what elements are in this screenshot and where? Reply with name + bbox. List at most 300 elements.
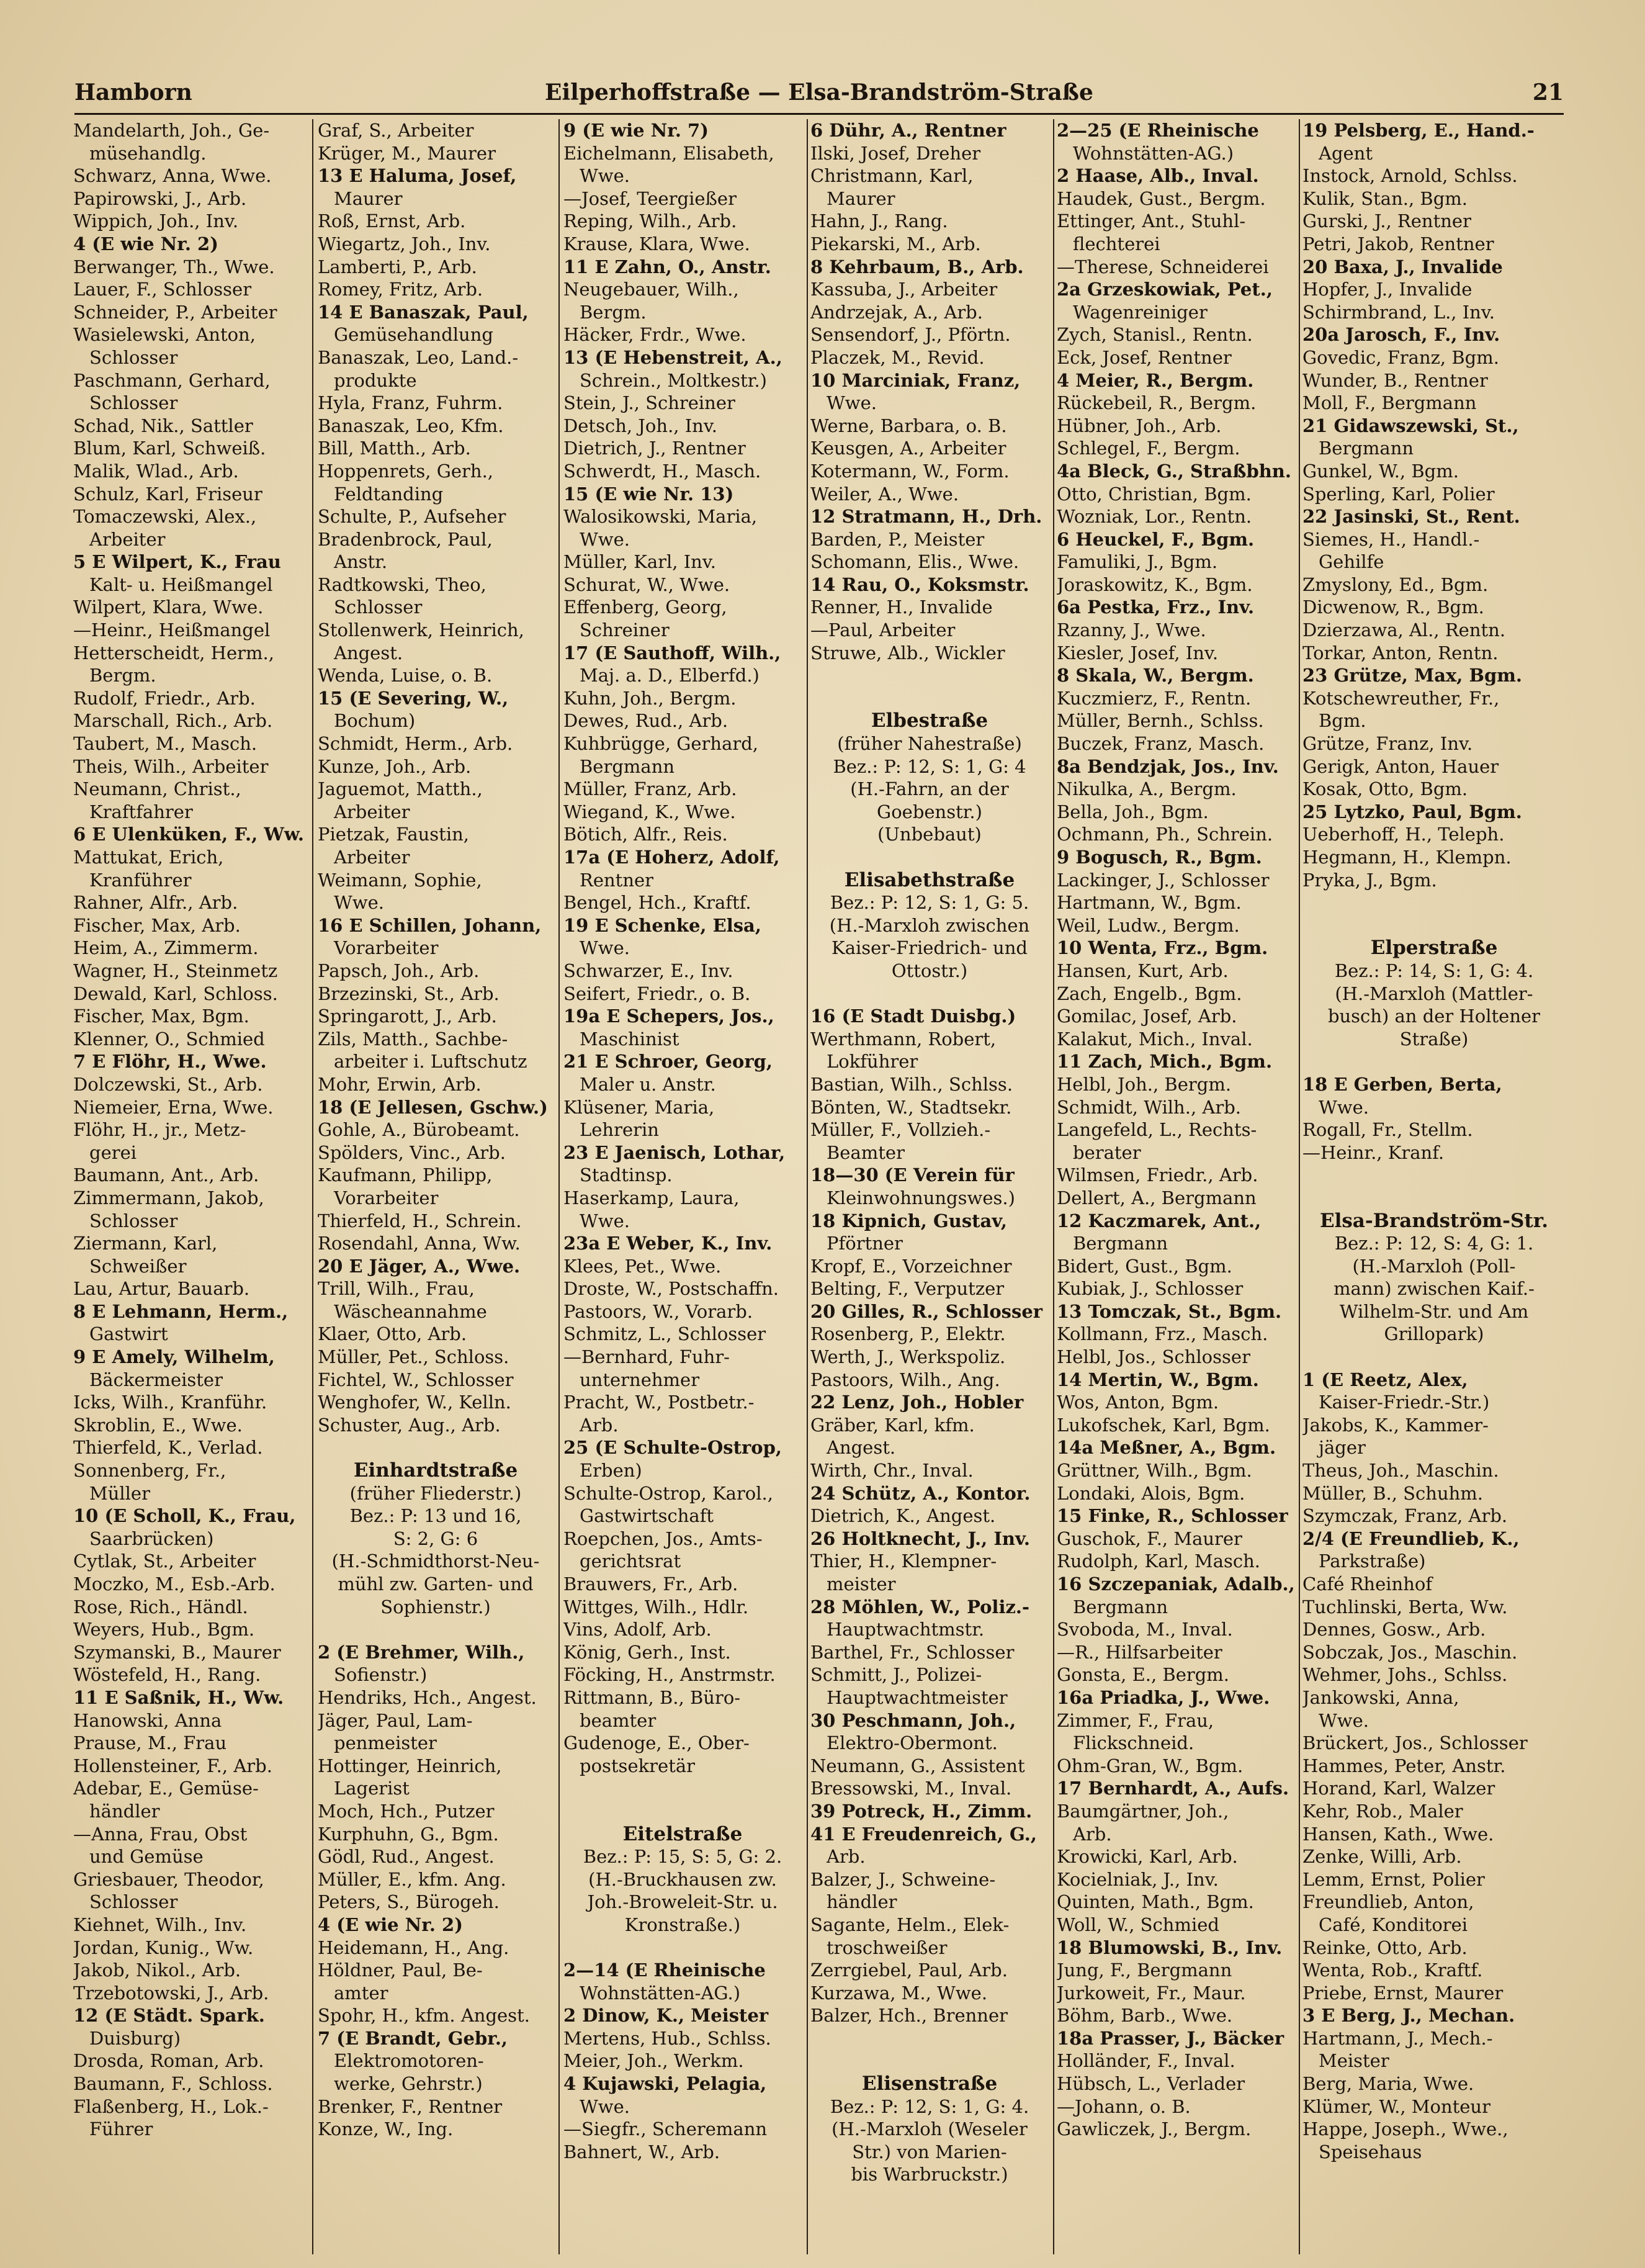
spacer xyxy=(563,1777,802,1800)
entry-line: Banaszak, Leo, Land.- xyxy=(318,346,519,368)
entry-line: Müller, Karl, Inv. xyxy=(563,551,717,573)
entry-line: Kalakut, Mich., Inval. xyxy=(1057,1028,1253,1050)
entry-line: Jäger, Paul, Lam- xyxy=(318,1709,473,1731)
entry-continuation: Wwe. xyxy=(580,2095,630,2117)
entry-line: Kehr, Rob., Maler xyxy=(1302,1800,1463,1822)
street-note: Straße) xyxy=(1399,1028,1469,1050)
house-number-line: 3 E Berg, J., Mechan. xyxy=(1302,2005,1515,2027)
entry-line: Wilmsen, Friedr., Arb. xyxy=(1057,1164,1258,1186)
entry-line: Gerigk, Anton, Hauer xyxy=(1302,755,1499,777)
entry-line: Tuchlinski, Berta, Ww. xyxy=(1302,1596,1508,1618)
entry-line: Mertens, Hub., Schlss. xyxy=(563,2027,771,2049)
entry-line: Wos, Anton, Bgm. xyxy=(1057,1392,1219,1413)
entry-line: Petri, Jakob, Rentner xyxy=(1302,233,1494,254)
entry-line: Schwarzer, E., Inv. xyxy=(563,960,733,981)
entry-continuation: Bergm. xyxy=(89,665,156,686)
entry-line: Mohr, Erwin, Arb. xyxy=(318,1073,482,1095)
entry-line: Roepchen, Jos., Amts- xyxy=(563,1528,763,1549)
house-number-line: 19 E Schenke, Elsa, xyxy=(563,914,761,936)
entry-continuation: Maurer xyxy=(334,187,403,209)
entry-continuation: Arbeiter xyxy=(334,801,410,822)
entry-continuation: Gastwirt xyxy=(89,1323,168,1345)
entry-line: Nikulka, A., Bergm. xyxy=(1057,778,1237,800)
house-number-line: 17a (E Hoherz, Adolf, xyxy=(563,847,780,868)
entry-line: Schmidt, Wilh., Arb. xyxy=(1057,1096,1241,1118)
entry-line: Schad, Nik., Sattler xyxy=(73,415,253,436)
header-streets: Eilperhoffstraße — Elsa-Brandström-Straße xyxy=(545,79,1093,106)
street-note: Grillopark) xyxy=(1384,1323,1484,1345)
house-number-line: 6 Dühr, A., Rentner xyxy=(810,120,1006,141)
entry-line: Haudek, Gust., Bergm. xyxy=(1057,187,1266,209)
entry-line: Spohr, H., kfm. Angest. xyxy=(318,2005,530,2027)
street-note: (Unbebaut) xyxy=(877,824,982,845)
entry-line: —Anna, Frau, Obst xyxy=(73,1823,248,1845)
entry-continuation: Arbeiter xyxy=(334,847,410,868)
entry-line: Schmidt, Herm., Arb. xyxy=(318,733,513,755)
entry-line: Ettinger, Ant., Stuhl- xyxy=(1057,210,1246,232)
entry-line: Zerrgiebel, Paul, Arb. xyxy=(810,1960,1008,1981)
entry-line: Müller, F., Vollzieh.- xyxy=(810,1119,991,1141)
house-number-line: 13 E Haluma, Josef, xyxy=(318,165,517,187)
house-number-line: 2 Dinow, K., Meister xyxy=(563,2005,769,2027)
house-number-line: 13 Tomczak, St., Bgm. xyxy=(1057,1300,1282,1322)
house-number-line: 17 Bernhardt, A., Aufs. xyxy=(1057,1778,1289,1799)
entry-line: Hübner, Joh., Arb. xyxy=(1057,415,1222,436)
street-note: Sophienstr.) xyxy=(380,1596,491,1618)
entry-line: Theis, Wilh., Arbeiter xyxy=(73,755,269,777)
street-note: busch) an der Holtener xyxy=(1327,1006,1541,1027)
entry-line: Jakob, Nikol., Arb. xyxy=(73,1960,241,1981)
entry-line: —Bernhard, Fuhr- xyxy=(563,1346,730,1368)
entry-continuation: Beamter xyxy=(827,1141,905,1163)
entry-line: Detsch, Joh., Inv. xyxy=(563,415,718,436)
entry-line: Hartmann, W., Bgm. xyxy=(1057,892,1242,914)
entry-continuation: Bgm. xyxy=(1319,710,1366,732)
entry-continuation: amter xyxy=(334,1982,388,2004)
entry-continuation: Schlosser xyxy=(89,392,178,414)
entry-continuation: Bergmann xyxy=(1073,1596,1168,1618)
entry-continuation: Arb. xyxy=(1073,1823,1112,1845)
entry-line: Papsch, Joh., Arb. xyxy=(318,960,480,981)
street-note: Kaiser-Friedrich- und xyxy=(831,937,1028,959)
entry-line: Zils, Matth., Sachbe- xyxy=(318,1028,508,1050)
entry-line: Föcking, H., Anstrmstr. xyxy=(563,1664,776,1686)
entry-line: Gomilac, Josef, Arb. xyxy=(1057,1006,1237,1027)
entry-continuation: müsehandlg. xyxy=(89,142,207,164)
entry-continuation: Maj. a. D., Elberfd.) xyxy=(580,665,760,686)
entry-line: Schlegel, F., Bergm. xyxy=(1057,438,1240,459)
entry-continuation: Erben) xyxy=(580,1460,642,1482)
entry-line: Wenda, Luise, o. B. xyxy=(318,665,493,686)
entry-continuation: Wwe. xyxy=(580,937,630,959)
entry-line: —Heinr., Heißmangel xyxy=(73,619,271,641)
house-number-line: 6 Heuckel, F., Bgm. xyxy=(1057,528,1255,550)
entry-line: Belting, F., Verputzer xyxy=(810,1278,1005,1300)
entry-line: Brauwers, Fr., Arb. xyxy=(563,1573,738,1595)
entry-line: Mattukat, Erich, xyxy=(73,847,224,868)
entry-continuation: Schlosser xyxy=(334,596,423,618)
entry-line: Ueberhoff, H., Teleph. xyxy=(1302,824,1505,845)
entry-line: Moll, F., Bergmann xyxy=(1302,392,1477,414)
entry-line: Otto, Christian, Bgm. xyxy=(1057,483,1252,505)
house-number-line: 14 E Banaszak, Paul, xyxy=(318,301,529,323)
house-number-line: 18a Prasser, J., Bäcker xyxy=(1057,2027,1284,2049)
entry-line: Rudolf, Friedr., Arb. xyxy=(73,687,256,709)
entry-line: Kassuba, J., Arbeiter xyxy=(810,279,998,300)
house-number-line: 28 Möhlen, W., Poliz.- xyxy=(810,1596,1030,1618)
entry-continuation: produkte xyxy=(334,369,417,391)
entry-line: Schmitt, J., Polizei- xyxy=(810,1664,982,1686)
entry-continuation: Kranführer xyxy=(89,869,192,891)
column-5 xyxy=(1057,119,1295,2254)
entry-line: Schuster, Aug., Arb. xyxy=(318,1414,501,1436)
entry-line: Balzer, Hch., Brenner xyxy=(810,2005,1008,2027)
entry-line: Tomaczewski, Alex., xyxy=(73,506,257,528)
entry-line: Gödl, Rud., Angest. xyxy=(318,1846,495,1868)
entry-line: Grüttner, Wilh., Bgm. xyxy=(1057,1460,1252,1482)
entry-line: Skroblin, E., Wwe. xyxy=(73,1414,243,1436)
entry-line: Schulte, P., Aufseher xyxy=(318,506,506,528)
entry-line: Kulik, Stan., Bgm. xyxy=(1302,187,1468,209)
entry-line: Dietrich, K., Angest. xyxy=(810,1505,996,1527)
entry-line: Wenghofer, W., Kelln. xyxy=(318,1392,511,1413)
entry-line: Torkar, Anton, Rentn. xyxy=(1302,642,1499,664)
entry-line: Malik, Wlad., Arb. xyxy=(73,460,239,482)
street-note: Str.) von Marien- xyxy=(852,2141,1007,2162)
spacer xyxy=(810,2050,1049,2072)
entry-line: Andrzejak, A., Arb. xyxy=(810,301,983,323)
entry-line: Vins, Adolf, Arb. xyxy=(563,1619,712,1640)
entry-line: Kurphuhn, G., Bgm. xyxy=(318,1823,499,1845)
entry-line: Trill, Wilh., Frau, xyxy=(318,1278,475,1300)
entry-line: Heidemann, H., Ang. xyxy=(318,1937,509,1958)
house-number-line: 4a Bleck, G., Straßbhn. xyxy=(1057,460,1291,482)
entry-continuation: Arb. xyxy=(580,1414,619,1436)
entry-line: Lukofschek, Karl, Bgm. xyxy=(1057,1414,1270,1436)
entry-continuation: Wohnstätten-AG.) xyxy=(580,1982,741,2004)
entry-line: Jaguemot, Matth., xyxy=(318,778,483,800)
house-number-line: 1 (E Reetz, Alex, xyxy=(1302,1369,1468,1390)
entry-line: Zmyslony, Ed., Bgm. xyxy=(1302,574,1489,595)
entry-continuation: Flickschneid. xyxy=(1073,1732,1195,1754)
entry-continuation: beamter xyxy=(580,1709,657,1731)
entry-continuation: postsekretär xyxy=(580,1755,696,1776)
house-number-line: 4 Kujawski, Pelagia, xyxy=(563,2073,767,2095)
entry-line: Dennes, Gosw., Arb. xyxy=(1302,1619,1486,1640)
entry-line: Drosda, Roman, Arb. xyxy=(73,2050,264,2072)
house-number-line: 4 Meier, R., Bergm. xyxy=(1057,369,1254,391)
entry-continuation: Lokführer xyxy=(827,1051,918,1073)
entry-line: —Therese, Schneiderei xyxy=(1057,256,1269,277)
entry-line: Rosenberg, P., Elektr. xyxy=(810,1323,1006,1345)
entry-line: Häcker, Frdr., Wwe. xyxy=(563,324,746,346)
entry-line: Dzierzawa, Al., Rentn. xyxy=(1302,619,1506,641)
entry-line: Seifert, Friedr., o. B. xyxy=(563,983,751,1004)
entry-line: Müller, Franz, Arb. xyxy=(563,778,737,800)
entry-line: Lamberti, P., Arb. xyxy=(318,256,477,277)
street-heading: Elbestraße xyxy=(871,709,988,732)
entry-line: Wilpert, Klara, Wwe. xyxy=(73,596,264,618)
entry-line: Struwe, Alb., Wickler xyxy=(810,642,1005,664)
entry-line: —R., Hilfsarbeiter xyxy=(1057,1641,1222,1663)
entry-line: Fichtel, W., Schlosser xyxy=(318,1369,514,1390)
house-number-line: 41 E Freudenreich, G., xyxy=(810,1823,1037,1845)
entry-line: Hansen, Kath., Wwe. xyxy=(1302,1823,1494,1845)
district-line: Bez.: P: 12, S: 4, G: 1. xyxy=(1334,1233,1534,1254)
street-note: (H.-Schmidthorst-Neu- xyxy=(331,1550,540,1572)
entry-line: Radtkowski, Theo, xyxy=(318,574,486,595)
house-number-line: 16a Priadka, J., Wwe. xyxy=(1057,1686,1270,1708)
entry-line: Müller, B., Schuhm. xyxy=(1302,1482,1484,1504)
house-number-line: 18 Kipnich, Gustav, xyxy=(810,1210,1007,1231)
entry-line: Dewald, Karl, Schloss. xyxy=(73,983,278,1004)
entry-line: Neumann, Christ., xyxy=(73,778,241,800)
entry-line: Bönten, W., Stadtsekr. xyxy=(810,1096,1012,1118)
entry-line: Moczko, M., Esb.-Arb. xyxy=(73,1573,276,1595)
entry-line: Kurzawa, M., Wwe. xyxy=(810,1982,988,2004)
entry-line: Blum, Karl, Schweiß. xyxy=(73,438,266,459)
house-number-line: 19a E Schepers, Jos., xyxy=(563,1006,774,1027)
entry-line: Barthel, Fr., Schlosser xyxy=(810,1641,1015,1663)
entry-line: Taubert, M., Masch. xyxy=(73,733,258,755)
entry-line: Bidert, Gust., Bgm. xyxy=(1057,1255,1232,1277)
entry-line: Langefeld, L., Rechts- xyxy=(1057,1119,1257,1141)
entry-line: Keusgen, A., Arbeiter xyxy=(810,438,1006,459)
entry-continuation: Parkstraße) xyxy=(1319,1550,1426,1572)
entry-line: Berwanger, Th., Wwe. xyxy=(73,256,275,277)
entry-line: Londaki, Alois, Bgm. xyxy=(1057,1482,1245,1504)
entry-line: Flöhr, H., jr., Metz- xyxy=(73,1119,246,1141)
street-heading: Einhardtstraße xyxy=(353,1459,518,1482)
street-note: mühl zw. Garten- und xyxy=(338,1573,534,1595)
entry-line: Christmann, Karl, xyxy=(810,165,974,187)
house-number-line: 23 E Jaenisch, Lothar, xyxy=(563,1141,786,1163)
street-note: (früher Fliederstr.) xyxy=(349,1482,522,1504)
entry-continuation: Schweißer xyxy=(89,1255,187,1277)
entry-line: Rose, Rich., Händl. xyxy=(73,1596,248,1618)
entry-continuation: Wwe. xyxy=(580,1210,630,1231)
entry-line: Meier, Joh., Werkm. xyxy=(563,2050,744,2072)
entry-line: Lau, Artur, Bauarb. xyxy=(73,1278,250,1300)
entry-continuation: Maler u. Anstr. xyxy=(580,1073,716,1095)
entry-line: Govedic, Franz, Bgm. xyxy=(1302,346,1499,368)
entry-line: Rückebeil, R., Bergm. xyxy=(1057,392,1257,414)
house-number-line: 2a Grzeskowiak, Pet., xyxy=(1057,279,1273,300)
entry-continuation: Café, Konditorei xyxy=(1319,1914,1468,1935)
entry-line: Konze, W., Ing. xyxy=(318,2118,454,2140)
entry-line: Kollmann, Frz., Masch. xyxy=(1057,1323,1268,1345)
house-number-line: 10 Marciniak, Franz, xyxy=(810,369,1021,391)
street-heading: Elisabethstraße xyxy=(844,868,1015,891)
entry-line: Banaszak, Leo, Kfm. xyxy=(318,415,504,436)
street-note: Kronstraße.) xyxy=(624,1914,741,1935)
house-number-line: 11 E Zahn, O., Anstr. xyxy=(563,256,771,277)
entry-continuation: Lagerist xyxy=(334,1778,410,1799)
entry-line: Gudenoge, E., Ober- xyxy=(563,1732,750,1754)
column-4 xyxy=(810,119,1049,2254)
entry-line: Effenberg, Georg, xyxy=(563,596,727,618)
entry-line: Kunze, Joh., Arb. xyxy=(318,755,472,777)
entry-line: Kuczmierz, F., Rentn. xyxy=(1057,687,1252,709)
house-number-line: 20 Baxa, J., Invalide xyxy=(1302,256,1503,277)
entry-line: Bella, Joh., Bgm. xyxy=(1057,801,1209,822)
column-1 xyxy=(73,119,307,2254)
house-number-line: 18—30 (E Verein für xyxy=(810,1164,1015,1186)
entry-line: Brenker, F., Rentner xyxy=(318,2095,503,2117)
entry-continuation: Führer xyxy=(89,2118,153,2140)
entry-line: Kiehnet, Wilh., Inv. xyxy=(73,1914,247,1935)
house-number-line: 8 E Lehmann, Herm., xyxy=(73,1300,289,1322)
entry-continuation: Bergmann xyxy=(1073,1233,1168,1254)
house-number-line: 4 (E wie Nr. 2) xyxy=(318,1914,463,1935)
house-number-line: 8 Kehrbaum, B., Arb. xyxy=(810,256,1024,277)
entry-continuation: jäger xyxy=(1319,1437,1366,1459)
entry-line: Piekarski, M., Arb. xyxy=(810,233,981,254)
entry-continuation: unternehmer xyxy=(580,1369,700,1390)
entry-continuation: Angest. xyxy=(827,1437,896,1459)
entry-line: Wozniak, Lor., Rentn. xyxy=(1057,506,1252,528)
entry-line: Hendriks, Hch., Angest. xyxy=(318,1686,537,1708)
street-note: Goebenstr.) xyxy=(877,801,982,822)
entry-line: Neumann, G., Assistent xyxy=(810,1755,1025,1776)
entry-line: Wöstefeld, H., Rang. xyxy=(73,1664,261,1686)
entry-line: Lemm, Ernst, Polier xyxy=(1302,1868,1485,1890)
entry-continuation: penmeister xyxy=(334,1732,437,1754)
entry-line: Balzer, J., Schweine- xyxy=(810,1868,996,1890)
entry-line: Wenta, Rob., Kraftf. xyxy=(1302,1960,1483,1981)
house-number-line: 2 Haase, Alb., Inval. xyxy=(1057,165,1259,187)
entry-line: Kotschewreuther, Fr., xyxy=(1302,687,1500,709)
house-number-line: 16 E Schillen, Johann, xyxy=(318,914,542,936)
house-number-line: 8 Skala, W., Bergm. xyxy=(1057,665,1254,686)
district-line: Bez.: P: 12, S: 1, G: 4 xyxy=(833,755,1026,777)
entry-line: Sagante, Helm., Elek- xyxy=(810,1914,1010,1935)
entry-line: Weiler, A., Wwe. xyxy=(810,483,959,505)
entry-line: Gonsta, E., Bergm. xyxy=(1057,1664,1230,1686)
entry-line: Sperling, Karl, Polier xyxy=(1302,483,1495,505)
house-number-line: 12 Stratmann, H., Drh. xyxy=(810,506,1042,528)
entry-line: Krowicki, Karl, Arb. xyxy=(1057,1846,1238,1868)
entry-continuation: flechterei xyxy=(1073,233,1160,254)
entry-line: Hansen, Kurt, Arb. xyxy=(1057,960,1229,981)
entry-line: Kubiak, J., Schlosser xyxy=(1057,1278,1244,1300)
entry-line: Priebe, Ernst, Maurer xyxy=(1302,1982,1504,2004)
spacer xyxy=(810,846,1049,869)
entry-line: Krüger, M., Maurer xyxy=(318,142,496,164)
entry-line: Helbl, Joh., Bergm. xyxy=(1057,1073,1232,1095)
entry-line: Baumann, Ant., Arb. xyxy=(73,1164,259,1186)
entry-line: Dicwenow, R., Bgm. xyxy=(1302,596,1484,618)
entry-line: Berg, Maria, Wwe. xyxy=(1302,2073,1474,2095)
entry-line: Szymczak, Franz, Arb. xyxy=(1302,1505,1508,1527)
entry-line: Hammes, Peter, Anstr. xyxy=(1302,1755,1506,1776)
entry-continuation: Elektro-Obermont. xyxy=(827,1732,998,1754)
street-note: (H.-Marxloh (Mattler- xyxy=(1335,983,1533,1004)
entry-line: Gawliczek, J., Bergm. xyxy=(1057,2118,1252,2140)
entry-line: Zach, Engelb., Bgm. xyxy=(1057,983,1242,1004)
entry-line: Szymanski, B., Maurer xyxy=(73,1641,281,1663)
header-city: Hamborn xyxy=(74,79,192,106)
entry-continuation: berater xyxy=(1073,1141,1141,1163)
entry-line: Schwarz, Anna, Wwe. xyxy=(73,165,272,187)
entry-continuation: Wwe. xyxy=(580,528,630,550)
entry-line: Bradenbrock, Paul, xyxy=(318,528,493,550)
entry-line: Svoboda, M., Inval. xyxy=(1057,1619,1233,1640)
entry-line: Zimmermann, Jakob, xyxy=(73,1187,264,1208)
entry-line: Peters, S., Bürogeh. xyxy=(318,1891,500,1913)
entry-line: Wehmer, Johs., Schlss. xyxy=(1302,1664,1508,1686)
entry-continuation: Kraftfahrer xyxy=(89,801,193,822)
entry-continuation: Kalt- u. Heißmangel xyxy=(89,574,273,595)
entry-line: Hoppenrets, Gerh., xyxy=(318,460,494,482)
entry-continuation: Elektromotoren- xyxy=(334,2050,484,2072)
entry-continuation: werke, Gehrstr.) xyxy=(334,2073,483,2095)
entry-line: Springarott, J., Arb. xyxy=(318,1006,497,1027)
entry-continuation: Wwe. xyxy=(334,892,385,914)
entry-line: Rzanny, J., Wwe. xyxy=(1057,619,1206,641)
spacer xyxy=(1302,1050,1566,1073)
entry-line: Hollensteiner, F., Arb. xyxy=(73,1755,272,1776)
entry-line: Wippich, Joh., Inv. xyxy=(73,210,239,232)
entry-line: Hanowski, Anna xyxy=(73,1709,222,1731)
street-heading: Elperstraße xyxy=(1370,937,1498,960)
house-number-line: 21 Gidawszewski, St., xyxy=(1302,415,1519,436)
entry-line: Müller, Pet., Schloss. xyxy=(318,1346,509,1368)
column-6 xyxy=(1302,119,1566,2254)
street-note: (H.-Bruckhausen zw. xyxy=(588,1868,777,1890)
spacer xyxy=(318,1618,554,1641)
spacer xyxy=(810,2027,1049,2050)
entry-line: Wittges, Wilh., Hdlr. xyxy=(563,1596,749,1618)
house-number-line: 10 Wenta, Frz., Bgm. xyxy=(1057,937,1268,959)
entry-line: Klümer, W., Monteur xyxy=(1302,2095,1490,2117)
entry-line: Walosikowski, Maria, xyxy=(563,506,758,528)
house-number-line: 15 (E wie Nr. 13) xyxy=(563,483,734,505)
house-number-line: 11 Zach, Mich., Bgm. xyxy=(1057,1051,1273,1073)
entry-line: Jakobs, K., Kammer- xyxy=(1302,1414,1489,1436)
entry-line: Schurat, W., Wwe. xyxy=(563,574,730,595)
entry-line: Griesbauer, Theodor, xyxy=(73,1868,264,1890)
house-number-line: 16 Szczepaniak, Adalb., xyxy=(1057,1573,1295,1595)
house-number-line: 2 (E Brehmer, Wilh., xyxy=(318,1641,525,1663)
district-line: Bez.: P: 13 und 16, xyxy=(349,1505,522,1527)
entry-line: Baumgärtner, Joh., xyxy=(1057,1800,1229,1822)
district-line: Bez.: P: 14, S: 1, G: 4. xyxy=(1334,960,1534,981)
entry-line: Gohle, A., Bürobeamt. xyxy=(318,1119,520,1141)
entry-line: Eichelmann, Elisabeth, xyxy=(563,142,774,164)
district-line: Bez.: P: 15, S: 5, G: 2. xyxy=(583,1846,782,1868)
entry-continuation: händler xyxy=(89,1800,160,1822)
entry-continuation: Schlosser xyxy=(89,1891,178,1913)
street-note: (H.-Marxloh (Weseler xyxy=(831,2118,1028,2140)
district-line: Bez.: P: 12, S: 1, G: 4. xyxy=(830,2095,1029,2117)
street-note: (H.-Marxloh zwischen xyxy=(829,914,1030,936)
entry-line: Böhm, Barb., Wwe. xyxy=(1057,2005,1233,2027)
entry-line: Droste, W., Postschaffn. xyxy=(563,1278,779,1300)
entry-line: —Siegfr., Scheremann xyxy=(563,2118,768,2140)
entry-line: König, Gerh., Inst. xyxy=(563,1641,731,1663)
house-number-line: 6a Pestka, Frz., Inv. xyxy=(1057,596,1255,618)
house-number-line: 25 (E Schulte-Ostrop, xyxy=(563,1437,782,1459)
house-number-line: 22 Jasinski, St., Rent. xyxy=(1302,506,1520,528)
spacer xyxy=(1302,1164,1566,1187)
entry-continuation: Wwe. xyxy=(1319,1709,1369,1731)
entry-line: Reinke, Otto, Arb. xyxy=(1302,1937,1468,1958)
entry-line: Placzek, M., Revid. xyxy=(810,346,985,368)
entry-continuation: gerichtsrat xyxy=(580,1550,681,1572)
entry-continuation: Saarbrücken) xyxy=(89,1528,214,1549)
entry-line: Pietzak, Faustin, xyxy=(318,824,470,845)
